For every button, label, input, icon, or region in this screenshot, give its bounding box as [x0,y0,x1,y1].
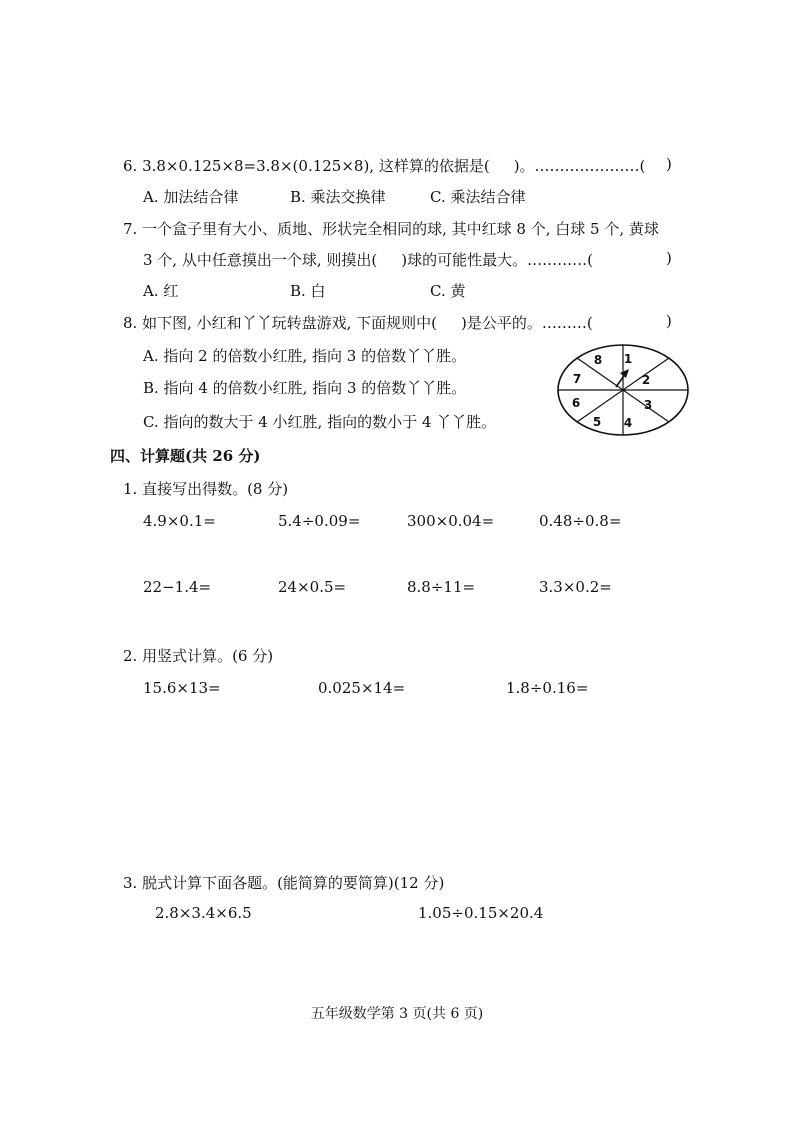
p3-title: 3. 脱式计算下面各题。(能简算的要简算)(12 分) [123,874,445,892]
wheel-number-4: 4 [623,416,633,430]
p1-item-5: 22−1.4= [143,578,212,596]
q7-answer-paren-end: ) [666,249,672,267]
q6-option-c: C. 乘法结合律 [430,188,526,206]
q8-answer-paren-end: ) [666,312,672,330]
q6-stem: 6. 3.8×0.125×8=3.8×(0.125×8), 这样算的依据是( )。…………………( [123,157,646,175]
p2-item-3: 1.8÷0.16= [506,679,589,697]
wheel-number-3: 3 [643,398,653,412]
q8-option-a: A. 指向 2 的倍数小红胜, 指向 3 的倍数丫丫胜。 [143,347,467,365]
q6-answer-paren-end: ) [666,155,672,173]
p3-item-1: 2.8×3.4×6.5 [155,904,252,922]
wheel-number-6: 6 [571,396,581,410]
q7-line2: 3 个, 从中任意摸出一个球, 则摸出( )球的可能性最大。…………( [143,251,593,269]
p1-item-4: 0.48÷0.8= [539,512,622,530]
q6-option-b: B. 乘法交换律 [290,188,386,206]
spinner-wheel [556,343,690,437]
wheel-number-2: 2 [641,373,651,387]
p1-title: 1. 直接写出得数。(8 分) [123,480,289,498]
wheel-number-1: 1 [623,352,633,366]
wheel-number-8: 8 [593,353,603,367]
p2-item-1: 15.6×13= [143,679,221,697]
p1-item-8: 3.3×0.2= [539,578,612,596]
wheel-number-7: 7 [572,372,582,386]
q7-line1: 7. 一个盒子里有大小、质地、形状完全相同的球, 其中红球 8 个, 白球 5 个, 黄球 [123,220,659,238]
q8-option-b: B. 指向 4 的倍数小红胜, 指向 3 的倍数丫丫胜。 [143,379,467,397]
section-4-title: 四、计算题(共 26 分) [110,447,261,465]
page-footer: 五年级数学第 3 页(共 6 页) [310,1006,484,1022]
p1-item-2: 5.4÷0.09= [278,512,361,530]
q7-option-b: B. 白 [290,282,326,300]
q7-option-c: C. 黄 [430,282,466,300]
p1-item-1: 4.9×0.1= [143,512,216,530]
q8-option-c: C. 指向的数大于 4 小红胜, 指向的数小于 4 丫丫胜。 [143,413,497,431]
q8-stem: 8. 如下图, 小红和丫丫玩转盘游戏, 下面规则中( )是公平的。………( [123,314,593,332]
p2-item-2: 0.025×14= [318,679,406,697]
p2-title: 2. 用竖式计算。(6 分) [123,647,274,665]
p1-item-3: 300×0.04= [407,512,495,530]
wheel-number-5: 5 [592,415,602,429]
q7-option-a: A. 红 [143,282,179,300]
p1-item-7: 8.8÷11= [407,578,476,596]
q6-option-a: A. 加法结合律 [143,188,239,206]
p1-item-6: 24×0.5= [278,578,347,596]
p3-item-2: 1.05÷0.15×20.4 [418,904,544,922]
